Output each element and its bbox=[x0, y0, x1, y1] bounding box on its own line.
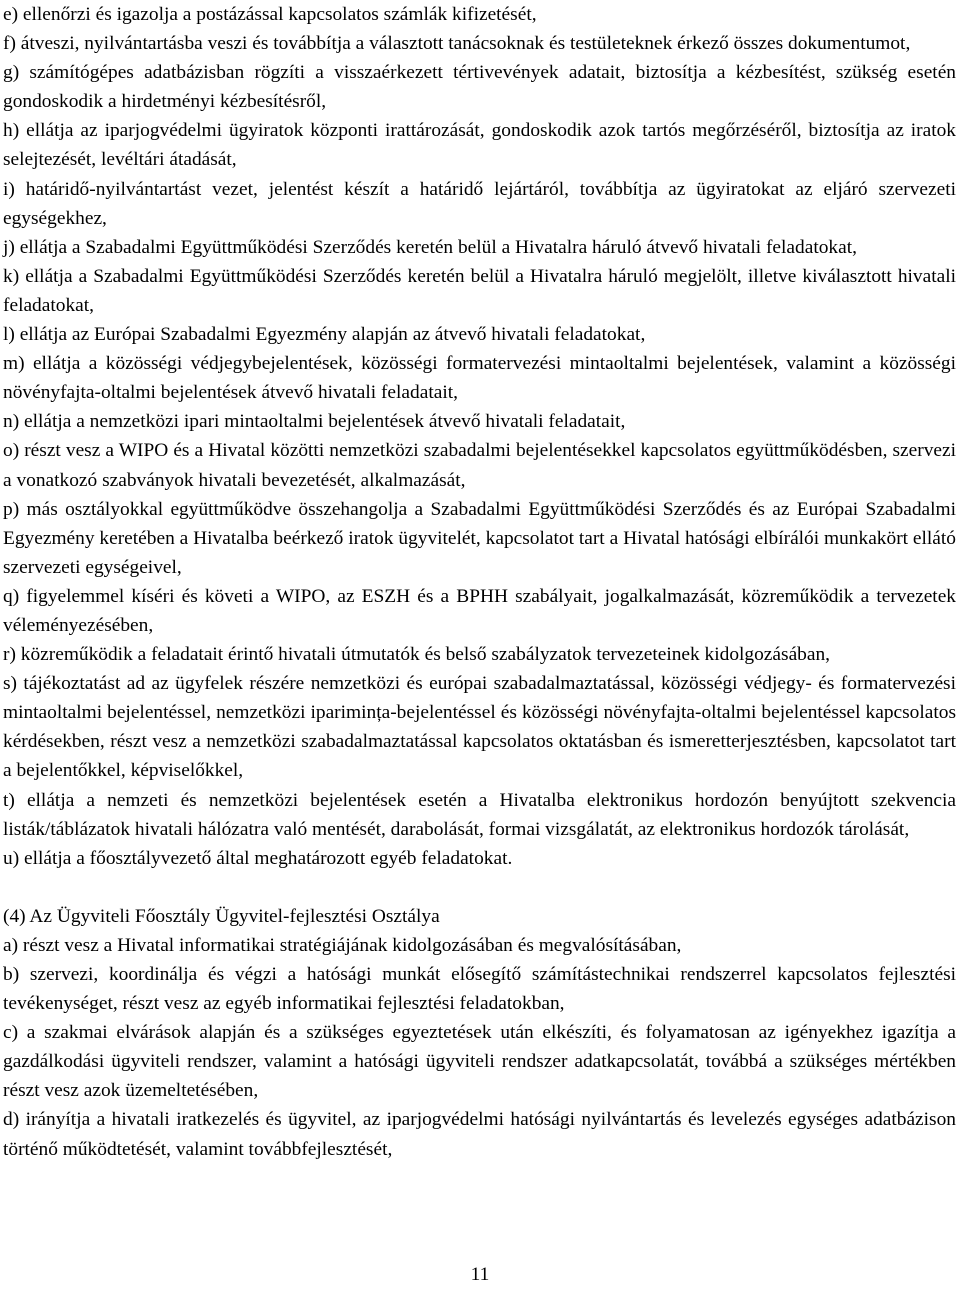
section-heading: (4) Az Ügyviteli Főosztály Ügyvitel-fejlesztési Osztálya bbox=[3, 905, 440, 927]
list-item-e: e) ellenőrzi és igazolja a postázással kapcsolatos számlák kifizetését, bbox=[3, 4, 537, 25]
list-item-p: p) más osztályokkal együttműködve összehangolja a Szabadalmi Együttműködési Szerződés és az Európai Szabadalmi Egyezmény keretében a Hivatalba beérkező iratok ügyvitelét, kapcsolatot tart a Hivatal hatósági elbírálói munkakört ellátó szervezeti egységeivel, bbox=[3, 498, 956, 578]
list-item-o: o) részt vesz a WIPO és a Hivatal közötti nemzetközi szabadalmi bejelentésekkel kapcsolatos együttműködésben, szervezi a vonatkozó szabványok hivatali bevezetését, alkalmazását, bbox=[3, 440, 956, 491]
section-item-c: c) a szakmai elvárások alapján és a szükséges egyeztetések után elkészíti, és folyamatosan az igényekhez igazítja a gazdálkodási ügyviteli rendszer, valamint a hatósági ügyviteli rendszer adatkapcsolatát, továbbá a szükséges mértékben részt vesz azok üzemeltetésében, bbox=[3, 1022, 956, 1102]
list-item-n: n) ellátja a nemzetközi ipari mintaoltalmi bejelentések átvevő hivatali feladatait, bbox=[3, 411, 626, 433]
section-item-d: d) irányítja a hivatali iratkezelés és ügyvitel, az iparjogvédelmi hatósági nyilvántartás és levelezés egységes adatbázison történő működtetését, valamint továbbfejlesztését, bbox=[3, 1109, 956, 1160]
list-item-i: i) határidő-nyilvántartást vezet, jelentést készít a határidő lejártáról, továbbítja az ügyiratokat az eljáró szervezeti egységekhez, bbox=[3, 178, 956, 229]
list-item-k: k) ellátja a Szabadalmi Együttműködési Szerződés keretén belül a Hivatalra háruló megjelölt, illetve kiválasztott hivatali feladatokat, bbox=[3, 265, 956, 316]
list-item-h: h) ellátja az iparjogvédelmi ügyiratok központi irattározását, gondoskodik azok tartós megőrzéséről, biztosítja az iratok selejtezését, levéltári átadását, bbox=[3, 120, 956, 171]
list-item-m: m) ellátja a közösségi védjegybejelentések, közösségi formatervezési mintaoltalmi bejelentések, valamint a közösségi növényfajta-oltalmi bejelentések átvevő hivatali feladatait, bbox=[3, 353, 956, 404]
list-item-r: r) közreműködik a feladatait érintő hivatali útmutatók és belső szabályzatok tervezeteinek kidolgozásában, bbox=[3, 644, 831, 666]
page-number: 11 bbox=[470, 1264, 490, 1285]
document-page bbox=[3, 0, 956, 1164]
list-item-u: u) ellátja a főosztályvezető által meghatározott egyéb feladatokat. bbox=[3, 847, 513, 869]
section-item-b: b) szervezi, koordinálja és végzi a hatósági munkát elősegítő számítástechnikai rendszerrel kapcsolatos fejlesztési tevékenységet, részt vesz az egyéb informatikai fejlesztési feladatokban, bbox=[3, 964, 956, 1015]
list-item-l: l) ellátja az Európai Szabadalmi Egyezmény alapján az átvevő hivatali feladatokat, bbox=[3, 324, 646, 346]
list-item-t: t) ellátja a nemzeti és nemzetközi bejelentések esetén a Hivatalba elektronikus hordozón benyújtott szekvencia listák/táblázatok hivatali hálózatra való mentését, darabolását, formai vizsgálatát, az elektronikus hordozók tárolását, bbox=[3, 789, 956, 840]
list-item-j: j) ellátja a Szabadalmi Együttműködési Szerződés keretén belül a Hivatalra háruló átvevő hivatali feladatokat, bbox=[3, 236, 857, 258]
section-item-a: a) részt vesz a Hivatal informatikai stratégiájának kidolgozásában és megvalósításában, bbox=[3, 934, 682, 956]
list-item-g: g) számítógépes adatbázisban rögzíti a visszaérkezett tértivevények adatait, biztosítja a kézbesítést, szükség esetén gondoskodik a hirdetményi kézbesítésről, bbox=[3, 62, 956, 113]
section-spacer bbox=[3, 873, 956, 902]
list-item-f: f) átveszi, nyilvántartásba veszi és továbbítja a választott tanácsoknak és testületeknek érkező összes dokumentumot, bbox=[3, 33, 911, 55]
list-item-q: q) figyelemmel kíséri és követi a WIPO, az ESZH és a BPHH szabályait, jogalkalmazását, közreműködik a tervezetek véleményezésében, bbox=[3, 585, 956, 636]
list-item-s: s) tájékoztatást ad az ügyfelek részére nemzetközi és európai szabadalmaztatással, közösségi védjegy- és formatervezési mintaoltalmi bejelentéssel, nemzetközi iparimința-bejelentéssel és közösségi növényfajta-oltalmi bejelentéssel kapcsolatos kérdésekben, részt vesz a nemzetközi szabadalmaztatással kapcsolatos oktatásban és ismeretterjesztésben, kapcsolatot tart a bejelentőkkel, képviselőkkel, bbox=[3, 673, 956, 782]
